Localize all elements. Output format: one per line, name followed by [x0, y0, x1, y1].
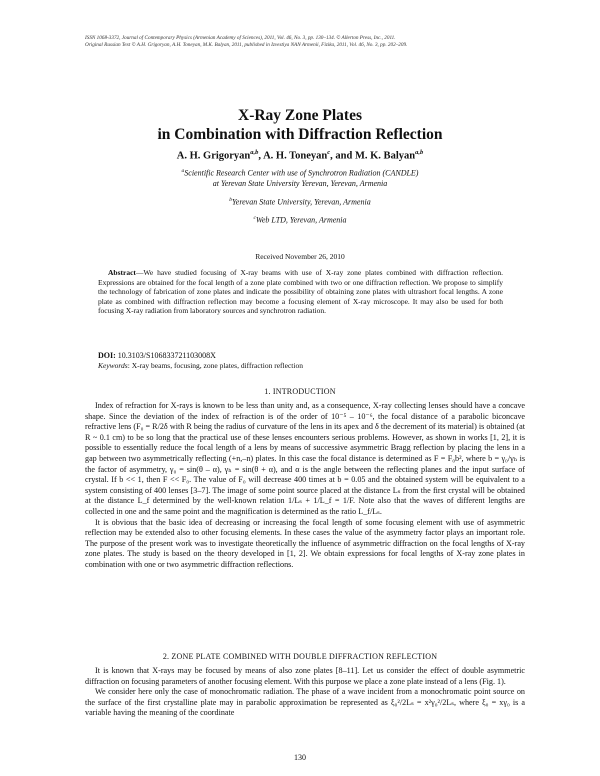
affiliation: $^b$Yerevan State University, Yerevan, Armenia: [229, 196, 371, 207]
section-heading: 2. ZONE PLATE COMBINED WITH DOUBLE DIFFRACTION REFLECTION: [162, 652, 438, 661]
paragraph: It is known that X-rays may be focused by means of also zone plates [8–11]. Let us consider the effect of double asymmetric diffraction on focusing parameters of another focusing element. With this purpose we place a zone plate instead of a lens (Fig. 1).: [85, 666, 525, 686]
title-line-2: in Combination with Diffraction Reflection: [157, 126, 443, 143]
abstract-label: Abstract: [108, 268, 136, 277]
doi-value: 10.3103/S106833721103008X: [117, 351, 216, 360]
affiliation: $^a$Scientific Research Center with use of Synchrotron Radiation (CANDLE) at Yerevan State University Yerevan, Yerevan, Armenia: [181, 168, 419, 189]
section-body: [85, 666, 525, 719]
journal-header: [85, 35, 525, 49]
paragraph: We consider here only the case of monochromatic radiation. The phase of a wave incident from a monochromatic point source on the surface of the first crystalline plate may in parabolic approximation be represented as ξ₀²/2Lₛ = x²γ₀²/2Lₛ, where ξ₀ = xγ₀ is a variable having the meaning of the coordinate: [85, 687, 525, 718]
paragraph: Index of refraction for X-rays is known to be less than unity and, as a consequence, X-ray collecting lenses should have a concave shape. Since the deviation of the index of refraction is of the order of 10⁻⁵ – 10⁻⁶, the focal distance of a parabolic biconcave refractive lens (F₀ = R/2δ with R being the radius of curvature of the lens in its apex and δ the decrement of its material) is obtained (at R ~ 0.1 cm) to be so long that the practical use of these lenses encounters serious problems. However, as shown in works [1, 2], it is possible to essentially reduce the focal length of a lens by means of successive asymmetric Bragg reflection by placing the lens in a gap between two asymmetrically reflecting (+n,–n) plates. In this case the focal distance is determined as F = F₀b², where b = γ₀/γₕ is the factor of asymmetry, γ₀ = sin(θ – α), γₕ = sin(θ + α), and α is the angle between the reflecting planes and the input surface of crystal. If b << 1, then F << F₀. The value of F₀ will decrease 400 times at b = 0.05 and the obtained system will be equivalent to a system consisting of 400 lenses [3–7]. The image of some point source placed at the distance Lₛ from the first crystal will be obtained at the distance L_f determined by the well-known relation 1/Lₛ + 1/L_f = 1/F. Note also that the waves of different lengths are collected in one and the same point and the magnification is determined as the ratio L_f/Lₛ.: [85, 401, 525, 516]
received-date: Received November 26, 2010: [255, 252, 345, 261]
author-separator: ,: [258, 150, 264, 162]
author-affiliation-mark: a,b: [415, 149, 424, 156]
author-name: M. K. Balyan: [354, 150, 416, 162]
paragraph: It is obvious that the basic idea of decreasing or increasing the focal length of some focusing element with use of asymmetric reflection may be extended also to other focusing elements. In these cases the value of the asymmetry factor plays an important role. The purpose of the present work was to investigate theoretically the influence of asymmetric diffraction on the focal lengths of X-ray zone plates. The study is based on the theory developed in [1, 2]. We obtain expressions for focal lengths of X-ray zone plates in combination with one or two asymmetric diffraction reflections.: [85, 517, 525, 569]
author-affiliation-mark: a,b: [250, 149, 259, 156]
author-name: A. H. Toneyan: [263, 150, 328, 162]
page-number: 130: [294, 753, 306, 762]
keywords-label: Keywords: [98, 361, 128, 370]
author-separator: , and: [330, 150, 355, 162]
section-body: [85, 401, 525, 571]
header-line-2: Original Russian Text © A.H. Grigoryan, A.H. Toneyan, M.K. Balyan, 2011, published in Izvestiya NAN Armenii, Fizika, 2011, Vol. 46, No. 3, pp. 202–209.: [85, 42, 408, 48]
section-heading: 1. INTRODUCTION: [264, 387, 336, 396]
paper-title: [60, 106, 540, 144]
title-line-1: X-Ray Zone Plates: [238, 107, 362, 124]
abstract-text: —We have studied focusing of X-ray beams with use of X-ray zone plates combined with diffraction reflection. Expressions are obtained for the focal length of a zone plate combined with two or one diffraction reflection. We propose to simplify the technology of fabrication of zone plates and indicate the possibility of obtaining zone plates with ultrashort focal lengths. A zone plate as combined with diffraction reflection may become a focusing element of X-ray microscope. It may also be used for both focusing X-ray radiation from laboratory sources and synchrotron radiation.: [98, 268, 503, 316]
header-line-1: ISSN 1068-3372, Journal of Contemporary Physics (Armenian Academy of Sciences), 2011, Vol. 46, No. 3, pp. 130–134. © Allerton Press, Inc., 2011.: [85, 35, 396, 41]
author-affiliation-mark: c: [327, 149, 331, 156]
keywords-value: : X-ray beams, focusing, zone plates, diffraction reflection: [127, 361, 303, 370]
doi-label: DOI:: [98, 351, 116, 360]
author-list: [60, 149, 540, 162]
keywords: [98, 361, 503, 371]
abstract: [98, 268, 503, 316]
affiliations: [90, 166, 510, 231]
doi: [98, 350, 503, 361]
affiliation: $^c$Web LTD, Yerevan, Armenia: [253, 214, 347, 225]
author-name: A. H. Grigoryan: [176, 150, 251, 162]
